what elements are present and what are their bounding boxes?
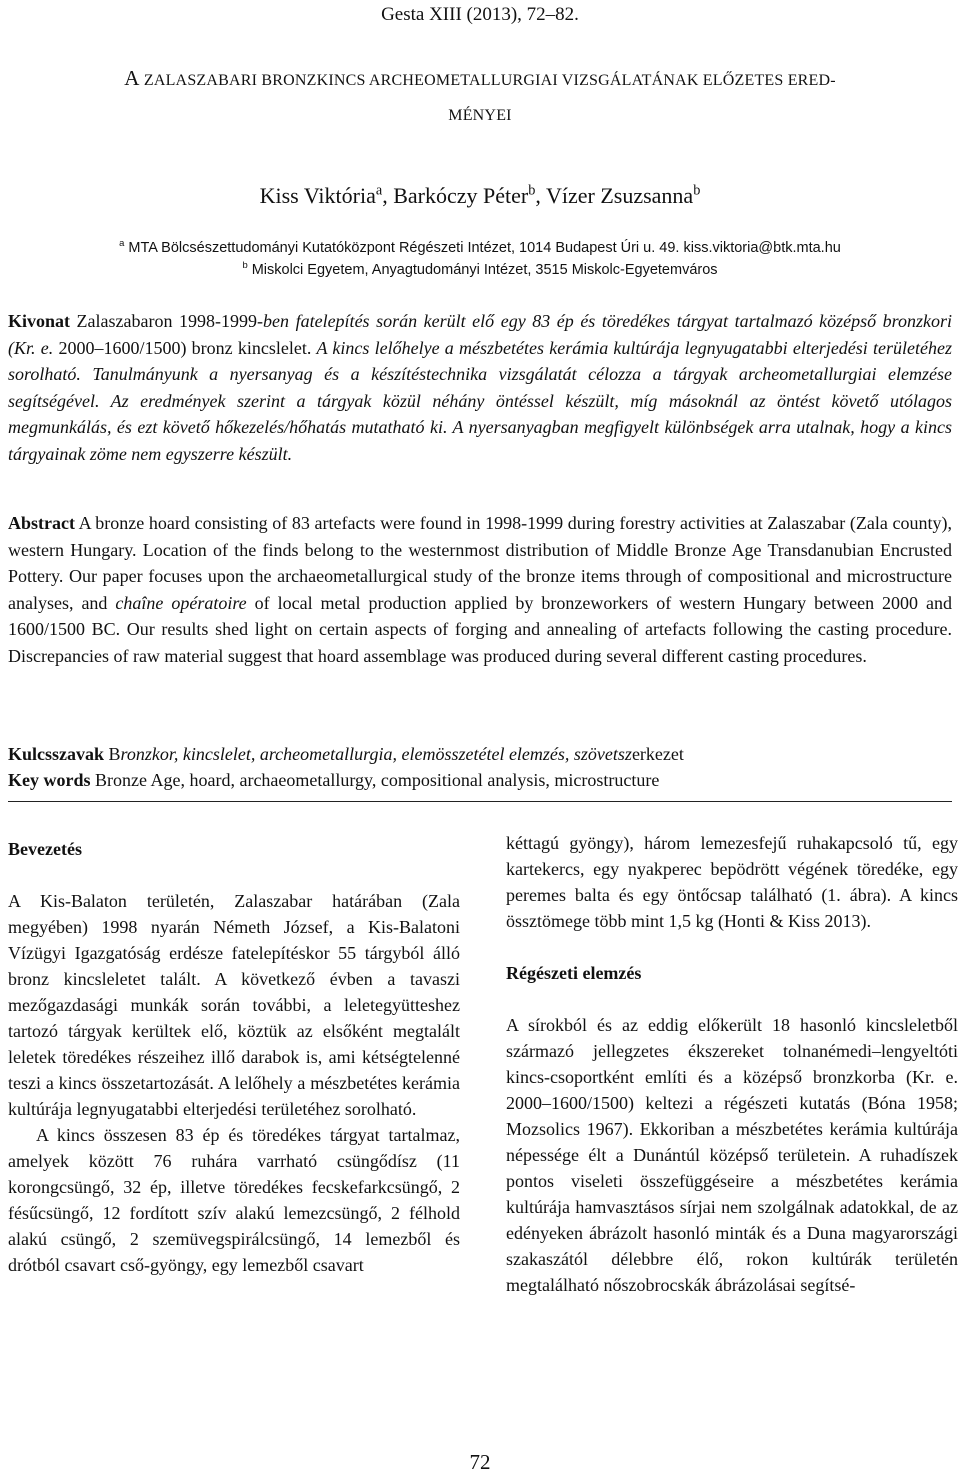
abstract-label: Abstract	[8, 513, 75, 533]
kivonat-text-2: ben fatelepítés során került elő egy 83 ép és töredékes tárgyat tartalmazó középső bronzkori (Kr. e.	[8, 311, 952, 358]
hungarian-abstract	[8, 308, 952, 467]
kivonat-text-4: A kincs lelőhelye a mészbetétes kerámia kultúrája legnyugatabbi elterjedési területéhez sorolható. Tanulmányunk a nyersanyag és a készítéstechnika vizsgálatát célozza a tárgyak archeometallurgiai elemzése segítségével. Az eredmények szerint a tárgyak közül néhány öntéssel készült, míg másoknál az öntést követő utólagos megmunkálás, és ezt követő hőkezelés/hőhatás mutatható ki. A nyersanyagban megfigyelt különbségek arra utalnak, hogy a kincs tárgyainak zöme nem egyszerre készült.	[8, 337, 952, 464]
abstract-text-2: chaîne opératoire	[115, 592, 247, 613]
kivonat-text-3: 2000–1600/1500) bronz kincslelet.	[58, 337, 317, 358]
abstract-text-1: A bronze hoard consisting of 83 artefacts were found in 1998-1999 during forestry activities at Zalaszabar (Zala county), western Hungary. Location of the finds belong to the westernmost distribution of Middle Bronze Age Transdanubian Encrusted Pottery. Our paper focuses upon the archaeometallurgical study of the bronze items through of compositional and microstructure analyses, and	[8, 513, 952, 613]
left-column	[8, 836, 460, 1278]
kivonat-label: Kivonat	[8, 311, 71, 331]
title-line-2	[0, 97, 960, 132]
section-heading-regeszeti: Régészeti elemzés	[506, 963, 642, 983]
kulcsszavak-text-3: erkezet	[631, 744, 684, 764]
english-keywords	[8, 770, 952, 791]
affiliation-b-text: Miskolci Egyetem, Anyagtudományi Intézet, 3515 Miskolc-Egyetemváros	[247, 262, 718, 278]
paper-title	[0, 62, 960, 132]
journal-header: Gesta XIII (2013), 72–82.	[381, 4, 579, 25]
kivonat-text-1: Zalaszabaron 1998-1999-	[70, 311, 264, 331]
affiliation-a-mark: a	[119, 237, 125, 249]
affiliation-b	[0, 259, 960, 278]
author-3: , Vízer Zsuzsanna	[535, 183, 694, 208]
right-paragraph-1: kéttagú gyöngy), három lemezesfejű ruhakapcsoló tű, egy kartekercs, egy nyakperec bepödrött végének töredéke, egy peremes balta és egy öntőcsap található (1. ábra). A kincs össztömege több mint 1,5 kg (Honti & Kiss 2013).	[506, 833, 958, 931]
author-list	[0, 183, 960, 209]
affiliation-a	[0, 237, 960, 256]
title-smallcaps-1: ZALASZABARI BRONZKINCS ARCHEOMETALLURGIAI VIZSGÁLATÁNAK ELŐZETES ERED-	[143, 72, 836, 89]
title-smallcaps-2: MÉNYEI	[448, 107, 512, 124]
left-paragraph-1: A Kis-Balaton területén, Zalaszabar határában (Zala megyében) 1998 nyarán Németh József, a Kis-Balatoni Vízügyi Igazgatóság erdésze fatelepítéskor 55 tárgyból álló bronz kincsleletet talált. A következő évben a tavaszi mezőgazdasági munkák során további, a leletegyütteshez tartozó tárgyak kerültek elő, köztük az elsőként megtalált leletek töredékes részeihez illő darabok is, ami kétségtelenné teszi a kincs összetartozását. A lelőhely a mészbetétes kerámia kultúrája legnyugatabbi elterjedési területéhez sorolható.	[8, 891, 460, 1119]
author-2: , Barkóczy Péter	[382, 183, 529, 208]
abstract-text-3: of local metal production applied by bronzeworkers of western Hungary between 2000 and 1600/1500 BC. Our results shed light on certain aspects of forging and annealing of artefacts following the casting procedure. Discrepancies of raw material suggest that hoard assemblage was produced during several different casting procedures.	[8, 592, 952, 666]
kulcsszavak-text-2: ronzkor, kincslelet, archeometallurgia, elemösszetétel elemzés, szövetsz	[120, 744, 632, 764]
english-abstract	[8, 510, 952, 669]
author-2-affil-mark: b	[528, 182, 536, 199]
kulcsszavak-label: Kulcsszavak	[8, 744, 105, 764]
section-divider	[8, 801, 952, 802]
affiliation-b-mark: b	[242, 259, 248, 271]
kulcsszavak-text-1: B	[104, 744, 121, 764]
page-number: 72	[469, 1450, 491, 1474]
affiliation-a-text: MTA Bölcsészettudományi Kutatóközpont Régészeti Intézet, 1014 Budapest Úri u. 49. kiss.viktoria@btk.mta.hu	[124, 240, 841, 256]
author-1: Kiss Viktória	[259, 183, 376, 208]
right-column	[506, 830, 958, 1298]
hungarian-keywords	[8, 744, 952, 765]
keywords-label: Key words	[8, 770, 91, 790]
title-line-1	[0, 62, 960, 97]
title-prefix: A	[124, 66, 144, 90]
left-paragraph-2: A kincs összesen 83 ép és töredékes tárgyat tartalmaz, amelyek között 76 ruhára varrható csüngődísz (11 korongcsüngő, 32 ép, illetve töredékes fecskefarkcsüngő, 2 fésűcsüngő, 12 fordított szív alakú lemezcsüngő, 2 félhold alakú csüngő, 2 szemüvegspirálcsüngő, 14 lemezből és drótból csavart cső-gyöngy, egy lemezből csavart	[8, 1125, 460, 1275]
author-1-affil-mark: a	[375, 182, 383, 199]
section-heading-bevezetes: Bevezetés	[8, 839, 82, 859]
right-paragraph-2: A sírokból és az eddig előkerült 18 hasonló kincsleletből származó jellegzetes ékszereket tolnanémedi–lengyeltóti kincs-csoportként említi és a középső bronzkorba (Kr. e. 2000–1600/1500) keltezi a régészeti kutatás (Bóna 1958; Mozsolics 1967). Ekkoriban a mészbetétes kerámia kultúrája népessége élt a Dunántúl középső területein. A ruhadíszek pontos viseleti összefüggéseire a mészbetétes kerámia kultúrája hamvasztásos sírjai nem szolgálnak adatokkal, de az edényeken ábrázolt hasonló minták és a Duna magyarországi szakaszától délebbre élő, rokon kultúrák területén megtalálható nőszobrocskák ábrázolásai segítsé-	[506, 1015, 958, 1295]
keywords-text: Bronze Age, hoard, archaeometallurgy, compositional analysis, microstructure	[90, 770, 660, 790]
author-3-affil-mark: b	[693, 182, 701, 199]
